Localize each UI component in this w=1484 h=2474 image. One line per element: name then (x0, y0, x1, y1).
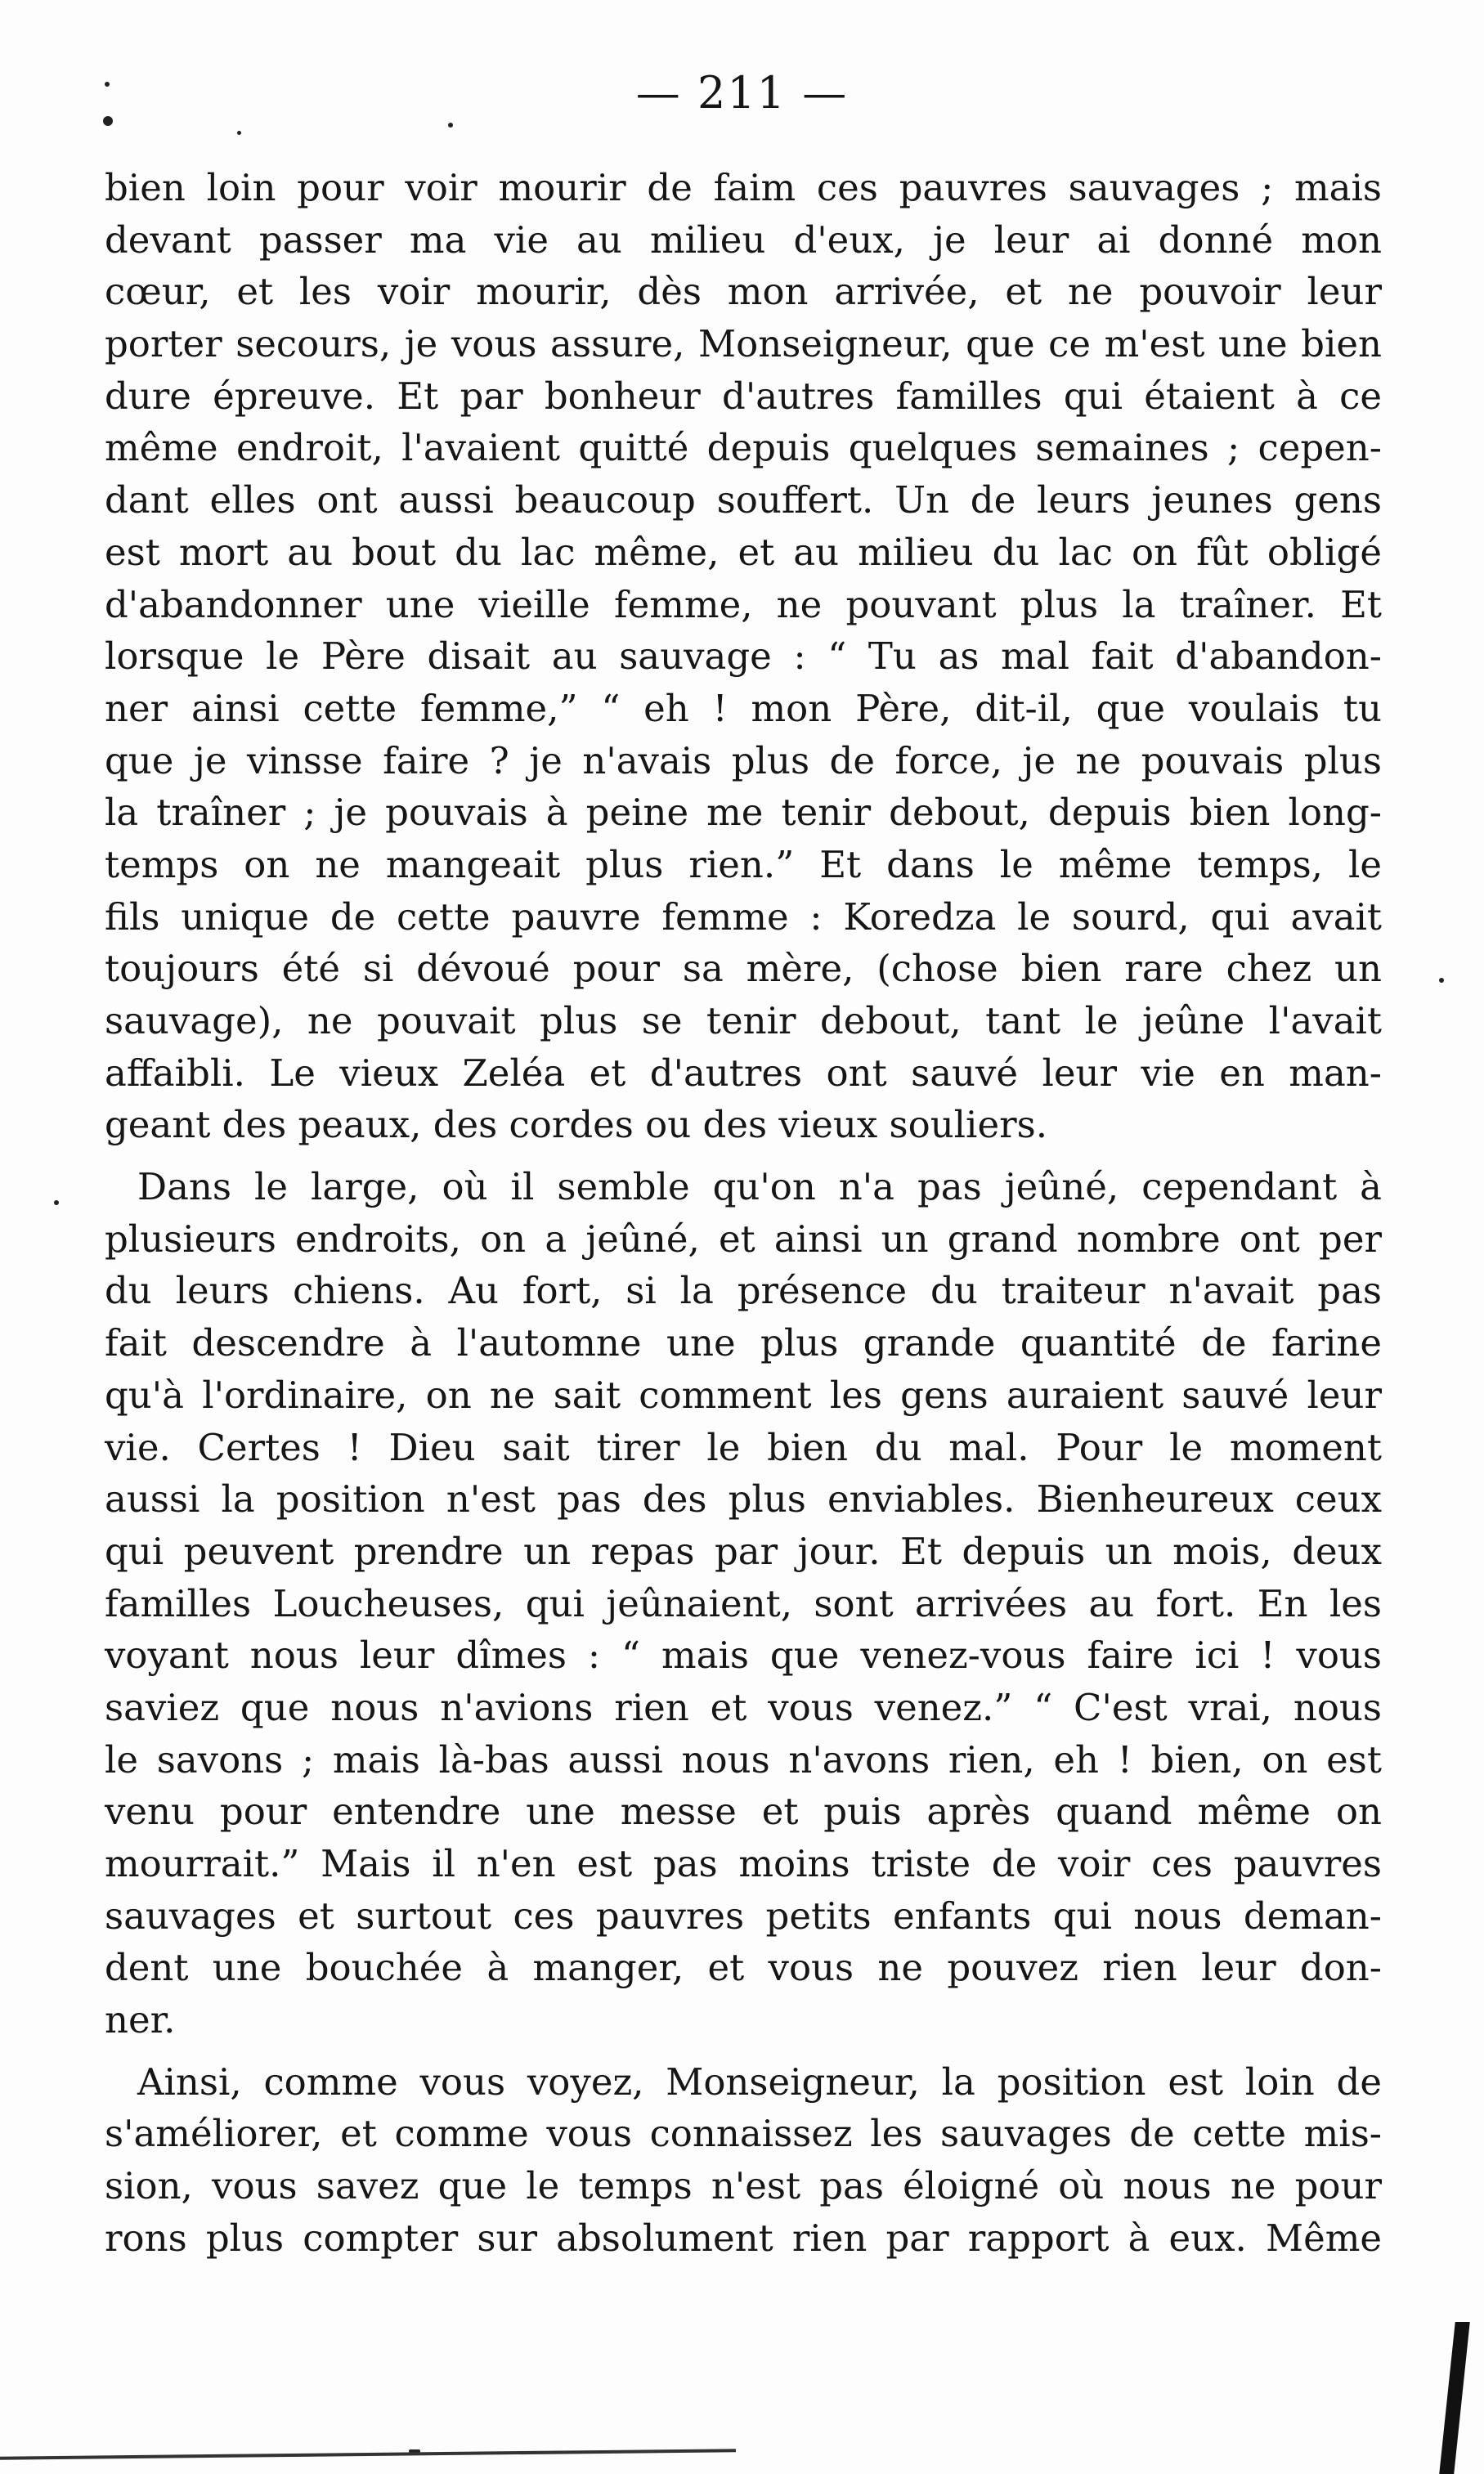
scan-speck (54, 1200, 59, 1205)
text-line: s'améliorer, et comme vous connaissez les sauvages de cette mis- (105, 2112, 1382, 2156)
text-line: la traîner ; je pouvais à peine me tenir debout, depuis bien long- (105, 791, 1382, 835)
text-line: mourrait.” Mais il n'en est pas moins triste de voir ces pauvres (105, 1842, 1382, 1885)
text-line: familles Loucheuses, qui jeûnaient, sont arrivées au fort. En les (105, 1581, 1382, 1625)
text-line: est mort au bout du lac même, et au milieu du lac on fût obligé (105, 530, 1382, 574)
text-line: qui peuvent prendre un repas par jour. Et depuis un mois, deux (105, 1529, 1382, 1573)
text-line: que je vinsse faire ? je n'avais plus de force, je ne pouvais plus (105, 738, 1382, 782)
text-line: porter secours, je vous assure, Monseigneur, que ce m'est une bien (105, 322, 1382, 366)
scan-speck (448, 123, 453, 128)
paragraph-gap (105, 2046, 1382, 2056)
text-line: fait descendre à l'automne une plus grande quantité de farine (105, 1321, 1382, 1365)
text-line: affaibli. Le vieux Zeléa et d'autres ont sauvé leur vie en man- (105, 1051, 1382, 1095)
text-line: sauvages et surtout ces pauvres petits enfants qui nous deman- (105, 1894, 1382, 1938)
text-line: ner ainsi cette femme,” “ eh ! mon Père, dit-il, que voulais tu (105, 686, 1382, 730)
scan-speck (237, 131, 241, 135)
scan-edge-line (0, 2449, 736, 2459)
text-line: vie. Certes ! Dieu sait tirer le bien du mal. Pour le moment (105, 1425, 1382, 1469)
text-line: geant des peaux, des cordes ou des vieux souliers. (105, 1103, 1047, 1147)
text-line: d'abandonner une vieille femme, ne pouvant plus la traîner. Et (105, 582, 1382, 626)
scan-speck (1439, 978, 1444, 983)
text-line: qu'à l'ordinaire, on ne sait comment les gens auraient sauvé leur (105, 1373, 1382, 1417)
text-line: temps on ne mangeait plus rien.” Et dans le même temps, le (105, 842, 1382, 886)
text-line: dure épreuve. Et par bonheur d'autres familles qui étaient à ce (105, 374, 1382, 418)
paragraph (105, 2056, 1382, 2265)
text-line: Dans le large, où il semble qu'on n'a pas jeûné, cependant à (137, 1165, 1382, 1209)
scan-speck (103, 116, 113, 126)
paragraph (105, 1161, 1382, 2046)
text-line: dent une bouchée à manger, et vous ne pouvez rien leur don- (105, 1946, 1382, 1990)
text-line: voyant nous leur dîmes : “ mais que venez-vous faire ici ! vous (105, 1634, 1382, 1678)
text-line: lorsque le Père disait au sauvage : “ Tu as mal fait d'abandon- (105, 634, 1382, 679)
text-line: saviez que nous n'avions rien et vous venez.” “ C'est vrai, nous (105, 1685, 1382, 1729)
paragraph-gap (105, 1151, 1382, 1161)
text-line: rons plus compter sur absolument rien par rapport à eux. Même (105, 2216, 1382, 2260)
text-line: venu pour entendre une messe et puis après quand même on (105, 1790, 1382, 1834)
page-number: — 211 — (635, 67, 849, 119)
text-line: devant passer ma vie au milieu d'eux, je leur ai donné mon (105, 217, 1382, 262)
text-line: toujours été si dévoué pour sa mère, (chose bien rare chez un (105, 947, 1382, 991)
text-line: sauvage), ne pouvait plus se tenir debout, tant le jeûne l'avait (105, 999, 1382, 1042)
text-line: le savons ; mais là-bas aussi nous n'avons rien, eh ! bien, on est (105, 1737, 1382, 1782)
body-text (105, 162, 1382, 2265)
text-line: dant elles ont aussi beaucoup souffert. Un de leurs jeunes gens (105, 478, 1382, 522)
text-line: plusieurs endroits, on a jeûné, et ainsi un grand nombre ont per (105, 1217, 1382, 1261)
text-line: Ainsi, comme vous voyez, Monseigneur, la position est loin de (137, 2059, 1382, 2104)
text-line: même endroit, l'avaient quitté depuis quelques semaines ; cepen- (105, 426, 1382, 470)
text-line: cœur, et les voir mourir, dès mon arrivée, et ne pouvoir leur (105, 270, 1382, 314)
text-line: sion, vous savez que le temps n'est pas éloigné où nous ne pour (105, 2164, 1382, 2208)
text-line: bien loin pour voir mourir de faim ces pauvres sauvages ; mais (105, 166, 1382, 209)
paragraph (105, 162, 1382, 1151)
scan-edge-shadow (1439, 2322, 1470, 2474)
scan-speck (105, 82, 110, 87)
text-line: du leurs chiens. Au fort, si la présence du traiteur n'avait pas (105, 1269, 1382, 1313)
text-line: aussi la position n'est pas des plus enviables. Bienheureux ceux (105, 1477, 1382, 1522)
text-line: fils unique de cette pauvre femme : Koredza le sourd, qui avait (105, 894, 1382, 939)
text-line: ner. (105, 1998, 176, 2042)
